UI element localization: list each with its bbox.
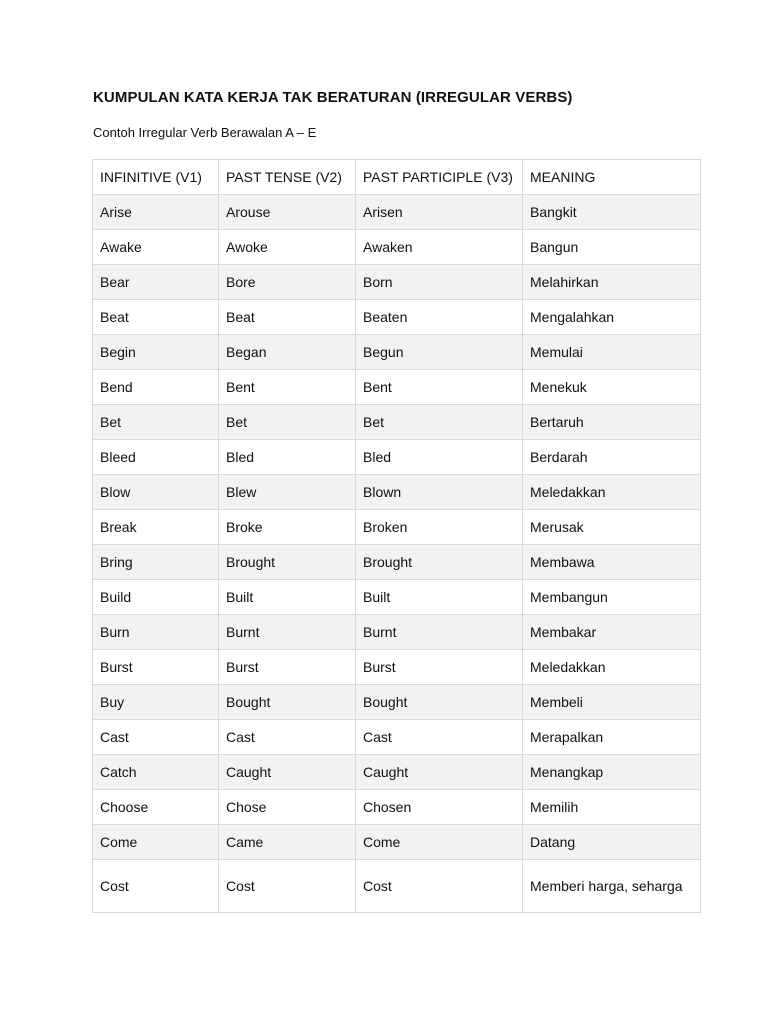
cell-infinitive: Cast — [93, 720, 219, 755]
cell-past-tense: Bought — [219, 685, 356, 720]
table-row — [93, 475, 701, 510]
cell-past-tense: Bent — [219, 370, 356, 405]
cell-past-tense: Caught — [219, 755, 356, 790]
cell-infinitive: Burn — [93, 615, 219, 650]
header-past-tense: PAST TENSE (V2) — [219, 160, 356, 195]
header-past-participle: PAST PARTICIPLE (V3) — [356, 160, 523, 195]
cell-past-tense: Bet — [219, 405, 356, 440]
cell-meaning: Meledakkan — [523, 475, 701, 510]
table-row — [93, 265, 701, 300]
cell-past-participle: Bet — [356, 405, 523, 440]
cell-past-tense: Broke — [219, 510, 356, 545]
cell-meaning: Berdarah — [523, 440, 701, 475]
cell-meaning: Bangun — [523, 230, 701, 265]
cell-past-participle: Bought — [356, 685, 523, 720]
table-row — [93, 370, 701, 405]
table-row — [93, 405, 701, 440]
cell-meaning: Mengalahkan — [523, 300, 701, 335]
cell-meaning: Bertaruh — [523, 405, 701, 440]
table-row — [93, 545, 701, 580]
table-row — [93, 335, 701, 370]
cell-past-participle: Come — [356, 825, 523, 860]
cell-past-participle: Chosen — [356, 790, 523, 825]
cell-meaning: Membakar — [523, 615, 701, 650]
table-row — [93, 790, 701, 825]
cell-infinitive: Cost — [93, 860, 219, 913]
table-row — [93, 580, 701, 615]
cell-infinitive: Awake — [93, 230, 219, 265]
cell-past-tense: Burst — [219, 650, 356, 685]
cell-past-participle: Awaken — [356, 230, 523, 265]
cell-meaning: Menekuk — [523, 370, 701, 405]
cell-past-tense: Bore — [219, 265, 356, 300]
cell-past-tense: Beat — [219, 300, 356, 335]
table-row — [93, 720, 701, 755]
cell-past-tense: Brought — [219, 545, 356, 580]
cell-infinitive: Break — [93, 510, 219, 545]
cell-meaning: Memberi harga, seharga — [523, 860, 701, 913]
cell-meaning: Membangun — [523, 580, 701, 615]
table-row — [93, 650, 701, 685]
cell-infinitive: Arise — [93, 195, 219, 230]
document-subtitle: Contoh Irregular Verb Berawalan A – E — [93, 125, 317, 140]
cell-meaning: Membawa — [523, 545, 701, 580]
table-row — [93, 195, 701, 230]
cell-infinitive: Catch — [93, 755, 219, 790]
cell-past-participle: Born — [356, 265, 523, 300]
cell-past-tense: Burnt — [219, 615, 356, 650]
cell-infinitive: Blow — [93, 475, 219, 510]
header-meaning: MEANING — [523, 160, 701, 195]
cell-infinitive: Bend — [93, 370, 219, 405]
table-row — [93, 685, 701, 720]
table-row — [93, 825, 701, 860]
cell-past-tense: Chose — [219, 790, 356, 825]
cell-past-participle: Built — [356, 580, 523, 615]
cell-meaning: Memilih — [523, 790, 701, 825]
cell-past-participle: Burst — [356, 650, 523, 685]
table-row — [93, 300, 701, 335]
cell-infinitive: Come — [93, 825, 219, 860]
cell-past-tense: Arouse — [219, 195, 356, 230]
table-row — [93, 440, 701, 475]
document-title: KUMPULAN KATA KERJA TAK BERATURAN (IRREGULAR VERBS) — [93, 89, 573, 106]
cell-infinitive: Choose — [93, 790, 219, 825]
table-row — [93, 860, 701, 913]
cell-past-participle: Broken — [356, 510, 523, 545]
cell-meaning: Merapalkan — [523, 720, 701, 755]
irregular-verbs-table — [92, 159, 701, 913]
cell-infinitive: Buy — [93, 685, 219, 720]
cell-infinitive: Bet — [93, 405, 219, 440]
table-row — [93, 755, 701, 790]
cell-infinitive: Build — [93, 580, 219, 615]
cell-meaning: Melahirkan — [523, 265, 701, 300]
cell-infinitive: Bleed — [93, 440, 219, 475]
cell-meaning: Merusak — [523, 510, 701, 545]
cell-past-participle: Cast — [356, 720, 523, 755]
cell-past-tense: Cost — [219, 860, 356, 913]
cell-past-tense: Blew — [219, 475, 356, 510]
cell-meaning: Membeli — [523, 685, 701, 720]
cell-meaning: Memulai — [523, 335, 701, 370]
cell-past-tense: Came — [219, 825, 356, 860]
table-row — [93, 615, 701, 650]
cell-infinitive: Bear — [93, 265, 219, 300]
cell-past-participle: Beaten — [356, 300, 523, 335]
cell-past-tense: Built — [219, 580, 356, 615]
cell-infinitive: Begin — [93, 335, 219, 370]
cell-meaning: Bangkit — [523, 195, 701, 230]
cell-past-tense: Cast — [219, 720, 356, 755]
cell-meaning: Datang — [523, 825, 701, 860]
cell-past-tense: Began — [219, 335, 356, 370]
table-header-row — [93, 160, 701, 195]
cell-past-participle: Cost — [356, 860, 523, 913]
cell-past-participle: Begun — [356, 335, 523, 370]
cell-past-participle: Caught — [356, 755, 523, 790]
cell-past-tense: Awoke — [219, 230, 356, 265]
cell-past-participle: Arisen — [356, 195, 523, 230]
cell-infinitive: Burst — [93, 650, 219, 685]
cell-past-tense: Bled — [219, 440, 356, 475]
cell-infinitive: Beat — [93, 300, 219, 335]
cell-past-participle: Burnt — [356, 615, 523, 650]
header-infinitive: INFINITIVE (V1) — [93, 160, 219, 195]
cell-past-participle: Blown — [356, 475, 523, 510]
table-row — [93, 230, 701, 265]
table-body — [93, 195, 701, 913]
cell-meaning: Meledakkan — [523, 650, 701, 685]
cell-past-participle: Brought — [356, 545, 523, 580]
cell-meaning: Menangkap — [523, 755, 701, 790]
cell-past-participle: Bled — [356, 440, 523, 475]
cell-past-participle: Bent — [356, 370, 523, 405]
table-row — [93, 510, 701, 545]
cell-infinitive: Bring — [93, 545, 219, 580]
